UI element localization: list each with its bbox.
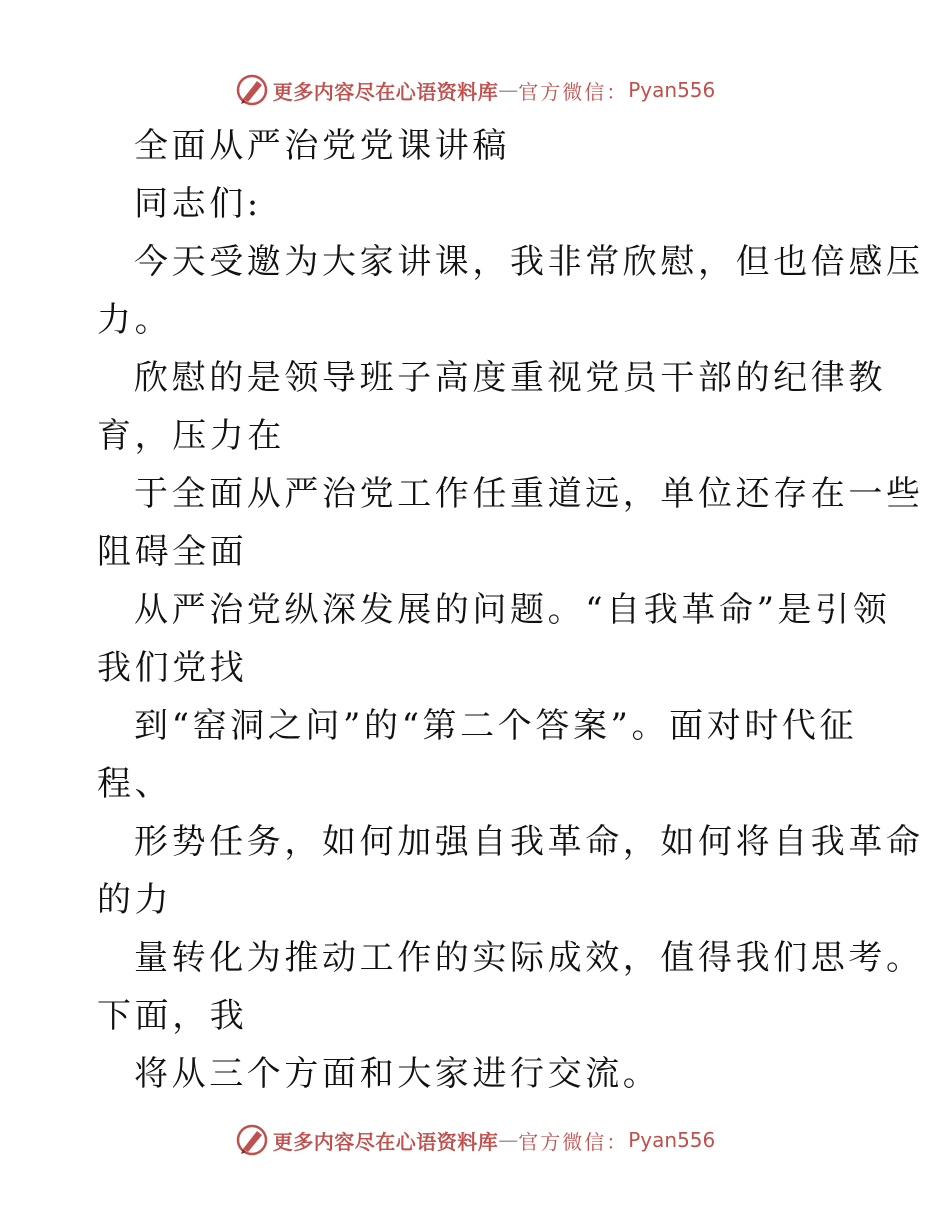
paragraph-line: 量转化为推动工作的实际成效，值得我们思考。	[134, 938, 924, 978]
paragraph-line: 我们党找	[97, 648, 248, 688]
paragraph-line: 形势任务，如何加强自我革命，如何将自我革命	[134, 822, 924, 862]
footer-watermark	[0, 1120, 950, 1160]
paragraph-line: 到“窑洞之问”的“第二个答案”。面对时代征	[134, 706, 858, 746]
watermark-wechat-id: Pyan556	[628, 1128, 716, 1152]
header-watermark	[0, 70, 950, 110]
salutation: 同志们:	[134, 184, 262, 224]
paragraph-line: 育，压力在	[97, 416, 285, 456]
paragraph-line: 将从三个方面和大家进行交流。	[134, 1054, 661, 1094]
paragraph-line: 程、	[97, 764, 173, 804]
paragraph-line: 今天受邀为大家讲课，我非常欣慰，但也倍感压	[134, 242, 924, 282]
paragraph-line: 力。	[97, 300, 173, 340]
document-body	[0, 117, 950, 1103]
paragraph-line: 欣慰的是领导班子高度重视党员干部的纪律教	[134, 358, 886, 398]
document-title: 全面从严治党党课讲稿	[134, 126, 510, 166]
watermark-dash: —	[498, 1128, 519, 1152]
watermark-wechat-label: 官方微信：	[518, 79, 629, 104]
watermark-site-text: 更多内容尽在心语资料库	[272, 1129, 499, 1154]
watermark-wechat-label: 官方微信：	[518, 1129, 629, 1154]
paragraph-line: 阻碍全面	[97, 532, 248, 572]
paragraph-line: 从严治党纵深发展的问题。“自我革命”是引领	[134, 590, 891, 630]
pen-logo-icon	[235, 1123, 269, 1157]
watermark-site-text: 更多内容尽在心语资料库	[272, 79, 499, 104]
paragraph-line: 下面，我	[97, 996, 248, 1036]
pen-logo-icon	[235, 73, 269, 107]
paragraph-line: 于全面从严治党工作任重道远，单位还存在一些	[134, 474, 924, 514]
paragraph-line: 的力	[97, 880, 173, 920]
watermark-dash: —	[498, 78, 519, 102]
watermark-wechat-id: Pyan556	[628, 78, 716, 102]
